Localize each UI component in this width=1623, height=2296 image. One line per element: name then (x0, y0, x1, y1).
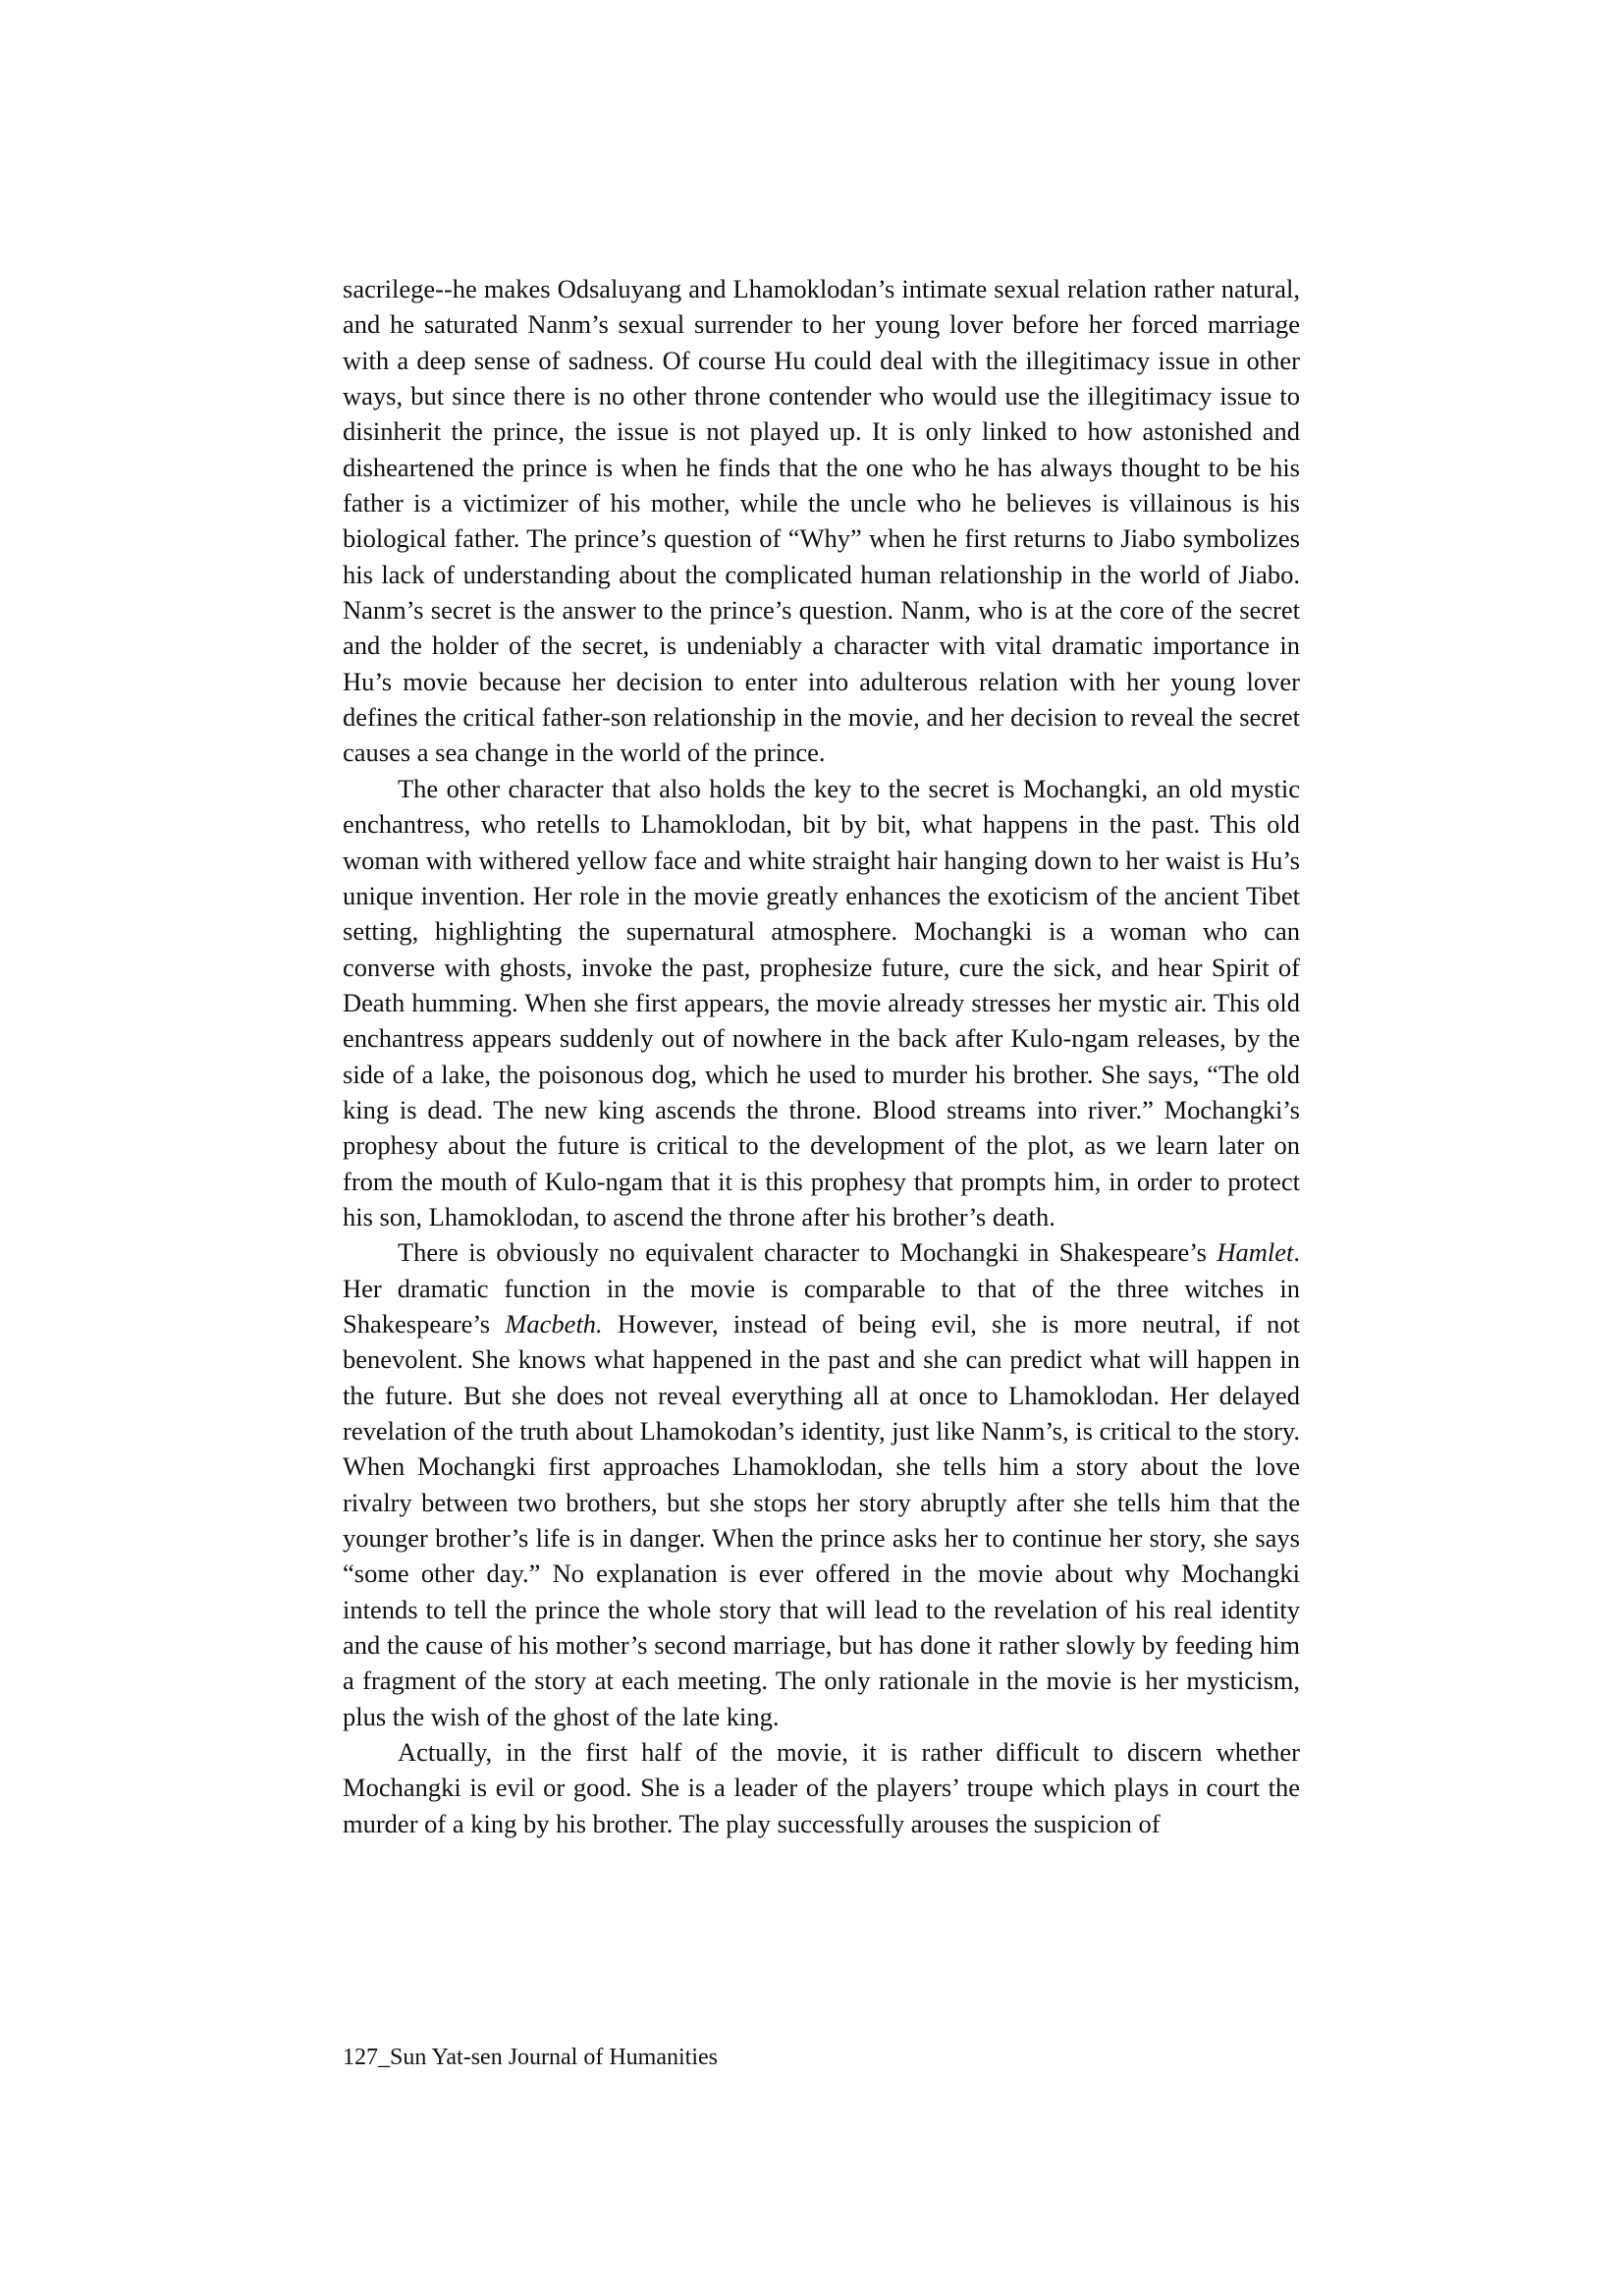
paragraph-3-text-a: There is obviously no equivalent character to Mochangki in Shakespeare’s (398, 1237, 1217, 1268)
page-footer: 127_Sun Yat-sen Journal of Humanities (343, 2045, 718, 2070)
paragraph-2 (343, 771, 1300, 1234)
paragraph-3-title-hamlet: Hamlet (1217, 1237, 1294, 1268)
paragraph-1 (343, 271, 1300, 771)
paragraph-3 (343, 1234, 1300, 1734)
paragraph-1-text: sacrilege--he makes Odsaluyang and Lhamoklodan’s intimate sexual relation rather natural, and he saturated Nanm’s sexual surrender to her young lover before her forced marriage with a deep sense of sadness. Of course Hu could deal with the illegitimacy issue in other ways, but since there is no other throne contender who would use the illegitimacy issue to disinherit the prince, the issue is not played up. It is only linked to how astonished and disheartened the prince is when he finds that the one who he has always thought to be his father is a victimizer of his mother, while the uncle who he believes is villainous is his biological father. The prince’s question of “Why” when he first returns to Jiabo symbolizes his lack of understanding about the complicated human relationship in the world of Jiabo. Nanm’s secret is the answer to the prince’s question. Nanm, who is at the core of the secret and the holder of the secret, is undeniably a character with vital dramatic importance in Hu’s movie because her decision to enter into adulterous relation with her young lover defines the critical father-son relationship in the movie, and her decision to reveal the secret causes a sea change in the world of the prince. (343, 274, 1300, 768)
paragraph-4 (343, 1734, 1300, 1841)
body-text (343, 271, 1300, 1841)
paragraph-3-title-macbeth: Macbeth. (505, 1308, 603, 1339)
paragraph-3-text-b: . Her dramatic function in the movie is comparable to that of the three witches in Shakespeare’s (343, 1237, 1300, 1339)
paragraph-3-text-c: However, instead of being evil, she is more neutral, if not benevolent. She knows what happened in the past and she can predict what will happen in the future. But she does not reveal everything all at once to Lhamoklodan. Her delayed revelation of the truth about Lhamokodan’s identity, just like Nanm’s, is critical to the story. When Mochangki first approaches Lhamoklodan, she tells him a story about the love rivalry between two brothers, but she stops her story abruptly after she tells him that the younger brother’s life is in danger. When the prince asks her to continue her story, she says “some other day.” No explanation is ever offered in the movie about why Mochangki intends to tell the prince the whole story that will lead to the revelation of his real identity and the cause of his mother’s second marriage, but has done it rather slowly by feeding him a fragment of the story at each meeting. The only rationale in the movie is her mysticism, plus the wish of the ghost of the late king. (343, 1308, 1300, 1731)
paragraph-4-text: Actually, in the first half of the movie, it is rather difficult to discern whether Mochangki is evil or good. She is a leader of the players’ troupe which plays in court the murder of a king by his brother. The play successfully arouses the suspicion of (343, 1737, 1300, 1838)
paragraph-2-text: The other character that also holds the key to the secret is Mochangki, an old mystic enchantress, who retells to Lhamoklodan, bit by bit, what happens in the past. This old woman with withered yellow face and white straight hair hanging down to her waist is Hu’s unique invention. Her role in the movie greatly enhances the exoticism of the ancient Tibet setting, highlighting the supernatural atmosphere. Mochangki is a woman who can converse with ghosts, invoke the past, prophesize future, cure the sick, and hear Spirit of Death humming. When she first appears, the movie already stresses her mystic air. This old enchantress appears suddenly out of nowhere in the back after Kulo-ngam releases, by the side of a lake, the poisonous dog, which he used to murder his brother. She says, “The old king is dead. The new king ascends the throne. Blood streams into river.” Mochangki’s prophesy about the future is critical to the development of the plot, as we learn later on from the mouth of Kulo-ngam that it is this prophesy that prompts him, in order to protect his son, Lhamoklodan, to ascend the throne after his brother’s death. (343, 773, 1300, 1231)
